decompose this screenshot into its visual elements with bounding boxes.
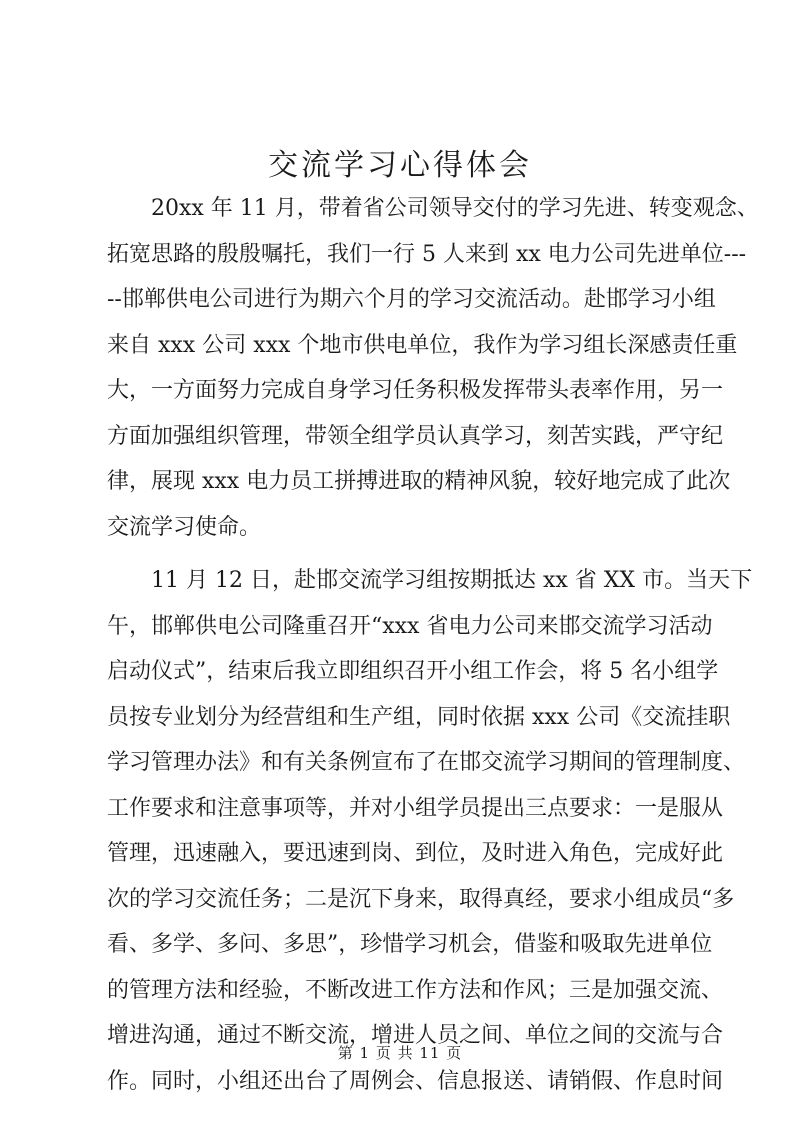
paragraph-2-line-12: 作。同时，小组还出台了周例会、信息报送、请销假、作息时间 bbox=[107, 1068, 724, 1094]
paragraph-1-line-3: --邯郸供电公司进行为期六个月的学习交流活动。赴邯学习小组 bbox=[107, 287, 716, 312]
paragraph-1-line-8: 交流学习使命。 bbox=[107, 514, 262, 540]
paragraph-2-line-8: 次的学习交流任务；二是沉下身来，取得真经，要求小组成员“多 bbox=[107, 886, 735, 912]
paragraph-1-line-7: 律，展现 xxx 电力员工拼搏进取的精神风貌，较好地完成了此次 bbox=[107, 469, 731, 494]
paragraph-2-line-10: 的管理方法和经验，不断改进工作方法和作风；三是加强交流、 bbox=[107, 977, 724, 1003]
paragraph-2-line-6: 工作要求和注意事项等，并对小组学员提出三点要求：一是服从 bbox=[107, 795, 724, 821]
document-body bbox=[107, 186, 759, 1104]
paragraph-2-line-3: 启动仪式”，结束后我立即组织召开小组工作会，将 5 名小组学 bbox=[107, 659, 719, 684]
paragraph-2-line-1: 11 月 12 日，赴邯交流学习组按期抵达 xx 省 XX 市。当天下 bbox=[151, 568, 753, 593]
page-footer: 第 1 页 共 11 页 bbox=[337, 1044, 463, 1062]
paragraph-2-line-7: 管理，迅速融入，要迅速到岗、到位，及时进入角色，完成好此 bbox=[107, 841, 724, 866]
paragraph-1-line-5: 大，一方面努力完成自身学习任务积极发挥带头表率作用，另一 bbox=[107, 378, 724, 403]
paragraph-spacer bbox=[107, 550, 707, 558]
document-title: 交流学习心得体会 bbox=[268, 148, 532, 183]
paragraph-1-line-6: 方面加强组织管理，带领全组学员认真学习，刻苦实践，严守纪 bbox=[107, 423, 724, 449]
paragraph-1-line-2: 拓宽思路的殷殷嘱托，我们一行 5 人来到 xx 电力公司先进单位--- bbox=[107, 241, 747, 267]
paragraph-2-line-4: 员按专业划分为经营组和生产组，同时依据 xxx 公司《交流挂职 bbox=[107, 704, 731, 730]
paragraph-1-line-1: 20xx 年 11 月，带着省公司领导交付的学习先进、转变观念、 bbox=[151, 196, 759, 221]
paragraph-2-line-2: 午，邯郸供电公司隆重召开“xxx 省电力公司来邯交流学习活动 bbox=[107, 613, 713, 639]
paragraph-2-line-11: 增进沟通，通过不断交流，增进人员之间、单位之间的交流与合 bbox=[107, 1023, 724, 1048]
paragraph-2-line-9: 看、多学、多问、多思”，珍惜学习机会，借鉴和吸取先进单位 bbox=[107, 932, 713, 957]
paragraph-1-line-4: 来自 xxx 公司 xxx 个地市供电单位，我作为学习组长深感责任重 bbox=[107, 332, 738, 358]
paragraph-2-line-5: 学习管理办法》和有关条例宣布了在邯交流学习期间的管理制度、 bbox=[107, 750, 746, 775]
